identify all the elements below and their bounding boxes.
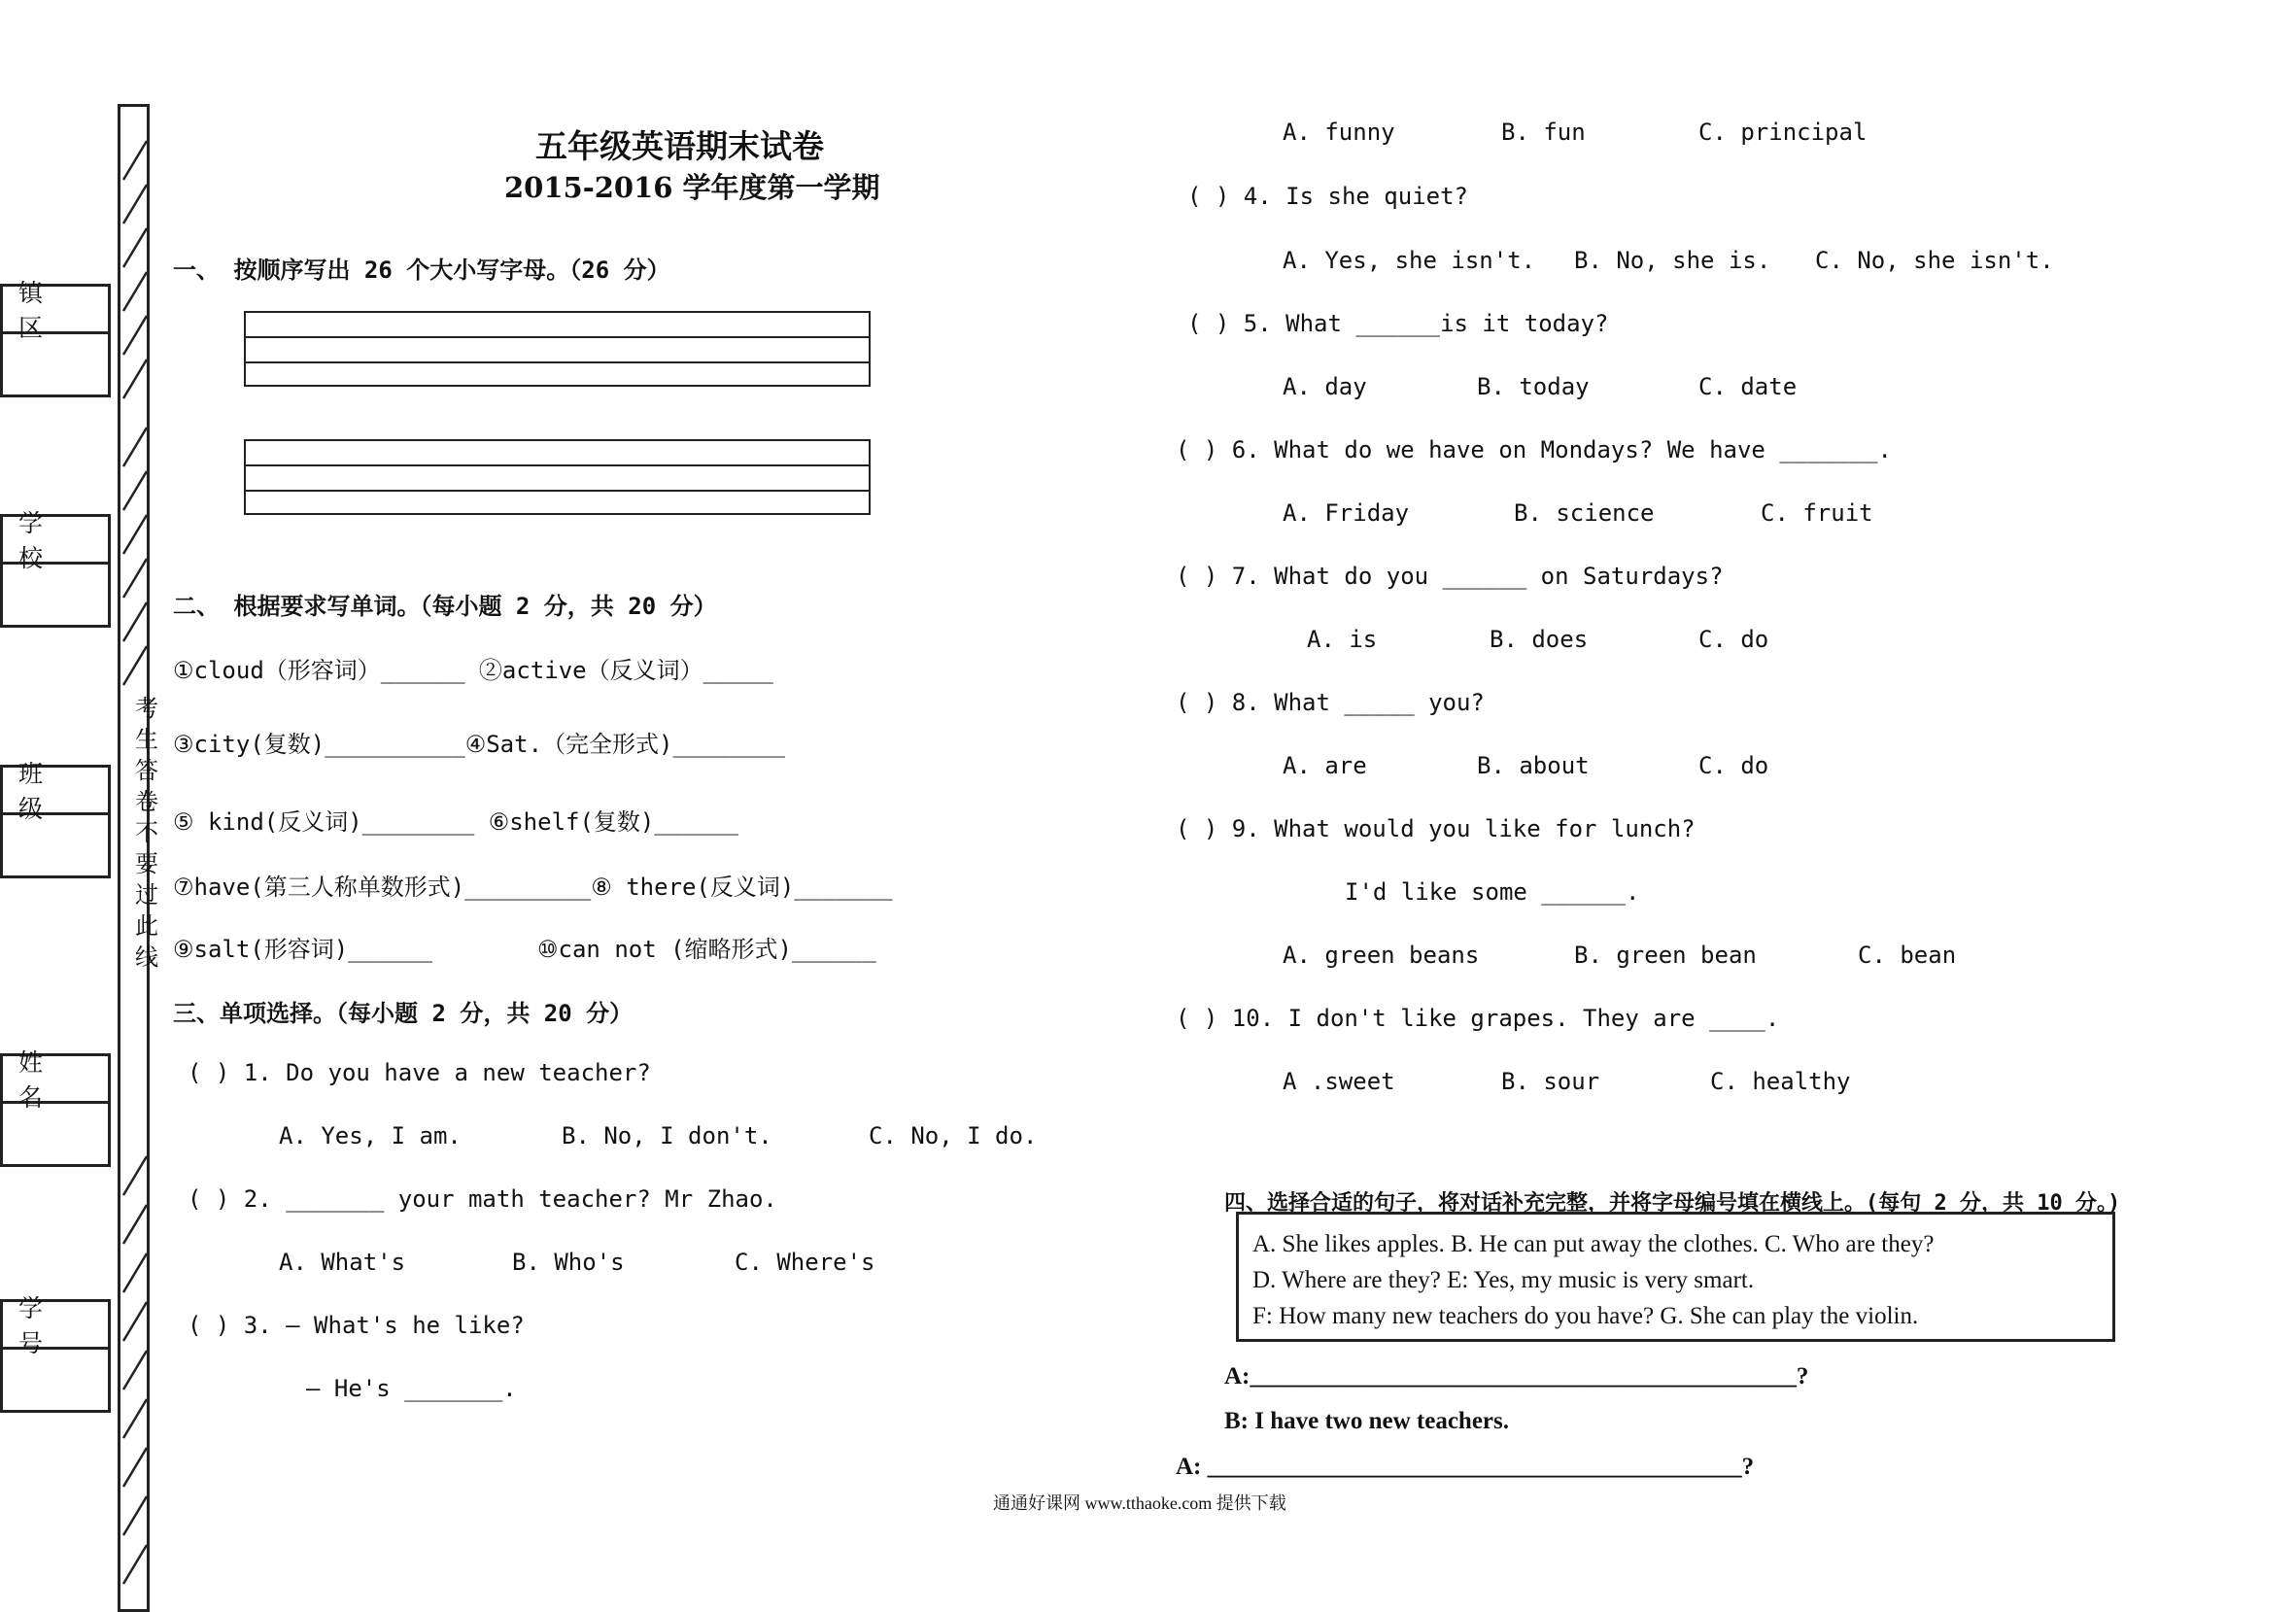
section4-heading: 四、选择合适的句子，将对话补充完整，并将字母编号填在横线上。(每句 2 分，共 10 分。)	[1224, 1191, 2121, 1216]
section1-heading: 一、 按顺序写出 26 个大小写字母。（26 分）	[173, 257, 670, 284]
question-3-option-c: C. principal	[1698, 119, 1868, 146]
dialog-line-1: A:_____________________________________________?	[1224, 1363, 1809, 1389]
question-3-option-a: A. funny	[1283, 119, 1395, 146]
info-box-town	[0, 279, 111, 397]
section2-heading: 二、 根据要求写单词。（每小题 2 分，共 20 分）	[173, 593, 717, 620]
info-box-name	[0, 1048, 111, 1167]
question-2-option-b: B. Who's	[512, 1249, 625, 1276]
question-6-stem: ( ) 6. What do we have on Mondays? We have _______.	[1176, 436, 1892, 463]
sentence-options-line-1: A. She likes apples. B. He can put away the clothes. C. Who are they?	[1252, 1231, 1935, 1257]
exam-subtitle: 2015-2016 学年度第一学期	[504, 171, 880, 204]
info-label-student-id: 学号	[3, 1302, 108, 1350]
question-10-option-b: B. sour	[1501, 1068, 1600, 1095]
question-2-option-a: A. What's	[279, 1249, 406, 1276]
question-9-stem: ( ) 9. What would you like for lunch?	[1176, 815, 1696, 842]
question-9-option-b: B. green bean	[1574, 942, 1757, 969]
question-4-option-a: A. Yes, she isn't.	[1283, 247, 1536, 274]
info-box-student-id	[0, 1294, 111, 1413]
question-4-option-b: B. No, she is.	[1574, 247, 1771, 274]
question-9-answer-line: I'd like some ______.	[1345, 878, 1640, 906]
info-box-class	[0, 760, 111, 878]
question-3-option-b: B. fun	[1501, 119, 1586, 146]
question-5-option-b: B. today	[1477, 373, 1590, 400]
info-label-class: 班级	[3, 768, 108, 815]
question-7-option-c: C. do	[1698, 626, 1769, 653]
question-10-option-c: C. healthy	[1710, 1068, 1851, 1095]
word-item-3-4: ③city(复数)__________④Sat.（完全形式)________	[173, 731, 786, 758]
word-item-10: ⑩can not (缩略形式)______	[537, 936, 876, 963]
question-10-stem: ( ) 10. I don't like grapes. They are ____.	[1176, 1005, 1780, 1032]
sentence-options-line-3: F: How many new teachers do you have? G. She can play the violin.	[1252, 1303, 1919, 1329]
sentence-options-box	[1236, 1212, 2115, 1342]
word-item-1-2: ①cloud（形容词）______ ②active（反义词）_____	[173, 657, 773, 684]
dialog-line-2: B: I have two new teachers.	[1224, 1408, 1510, 1434]
question-8-option-b: B. about	[1477, 752, 1590, 779]
exam-title: 五年级英语期末试卷	[535, 127, 824, 165]
info-label-school: 学校	[3, 517, 108, 565]
word-item-7-8: ⑦have(第三人称单数形式)_________⑧ there(反义词)_______	[173, 874, 893, 901]
binding-line-note: 考生答卷不要过此线	[135, 695, 158, 971]
question-5-stem: ( ) 5. What ______is it today?	[1187, 310, 1609, 337]
question-2-stem: ( ) 2. _______ your math teacher? Mr Zhao.	[188, 1185, 777, 1213]
question-1-stem: ( ) 1. Do you have a new teacher?	[188, 1059, 651, 1086]
question-5-option-a: A. day	[1283, 373, 1367, 400]
question-1-option-a: A. Yes, I am.	[279, 1122, 462, 1149]
question-7-option-b: B. does	[1490, 626, 1589, 653]
question-9-option-a: A. green beans	[1283, 942, 1480, 969]
word-item-9: ⑨salt(形容词)______	[173, 936, 432, 963]
alphabet-writing-lines-2[interactable]	[244, 439, 871, 515]
word-item-5-6: ⑤ kind(反义词)________ ⑥shelf(复数)______	[173, 808, 739, 836]
info-label-town: 镇区	[3, 287, 108, 334]
question-9-option-c: C. bean	[1858, 942, 1957, 969]
question-6-option-b: B. science	[1514, 499, 1655, 527]
info-label-name: 姓名	[3, 1056, 108, 1104]
question-1-option-c: C. No, I do.	[869, 1122, 1038, 1149]
dialog-line-3: A: ____________________________________________?	[1176, 1454, 1755, 1480]
info-box-school	[0, 509, 111, 628]
question-2-option-c: C. Where's	[735, 1249, 875, 1276]
question-6-option-c: C. fruit	[1761, 499, 1873, 527]
question-1-option-b: B. No, I don't.	[562, 1122, 772, 1149]
footer-note: 通通好课网 www.tthaoke.com 提供下载	[993, 1493, 1286, 1513]
alphabet-writing-lines-1[interactable]	[244, 311, 871, 387]
question-8-stem: ( ) 8. What _____ you?	[1176, 689, 1485, 716]
question-8-option-a: A. are	[1283, 752, 1367, 779]
section3-heading: 三、单项选择。（每小题 2 分，共 20 分）	[173, 1000, 634, 1027]
sentence-options-line-2: D. Where are they? E: Yes, my music is very smart.	[1252, 1267, 1755, 1293]
question-7-option-a: A. is	[1307, 626, 1378, 653]
question-3-stem: ( ) 3. — What's he like?	[188, 1312, 525, 1339]
question-10-option-a: A .sweet	[1283, 1068, 1395, 1095]
question-6-option-a: A. Friday	[1283, 499, 1410, 527]
question-8-option-c: C. do	[1698, 752, 1769, 779]
question-7-stem: ( ) 7. What do you ______ on Saturdays?	[1176, 563, 1724, 590]
question-3-answer-line: — He's _______.	[306, 1375, 517, 1402]
question-4-option-c: C. No, she isn't.	[1815, 247, 2054, 274]
question-5-option-c: C. date	[1698, 373, 1798, 400]
question-4-stem: ( ) 4. Is she quiet?	[1187, 183, 1468, 210]
